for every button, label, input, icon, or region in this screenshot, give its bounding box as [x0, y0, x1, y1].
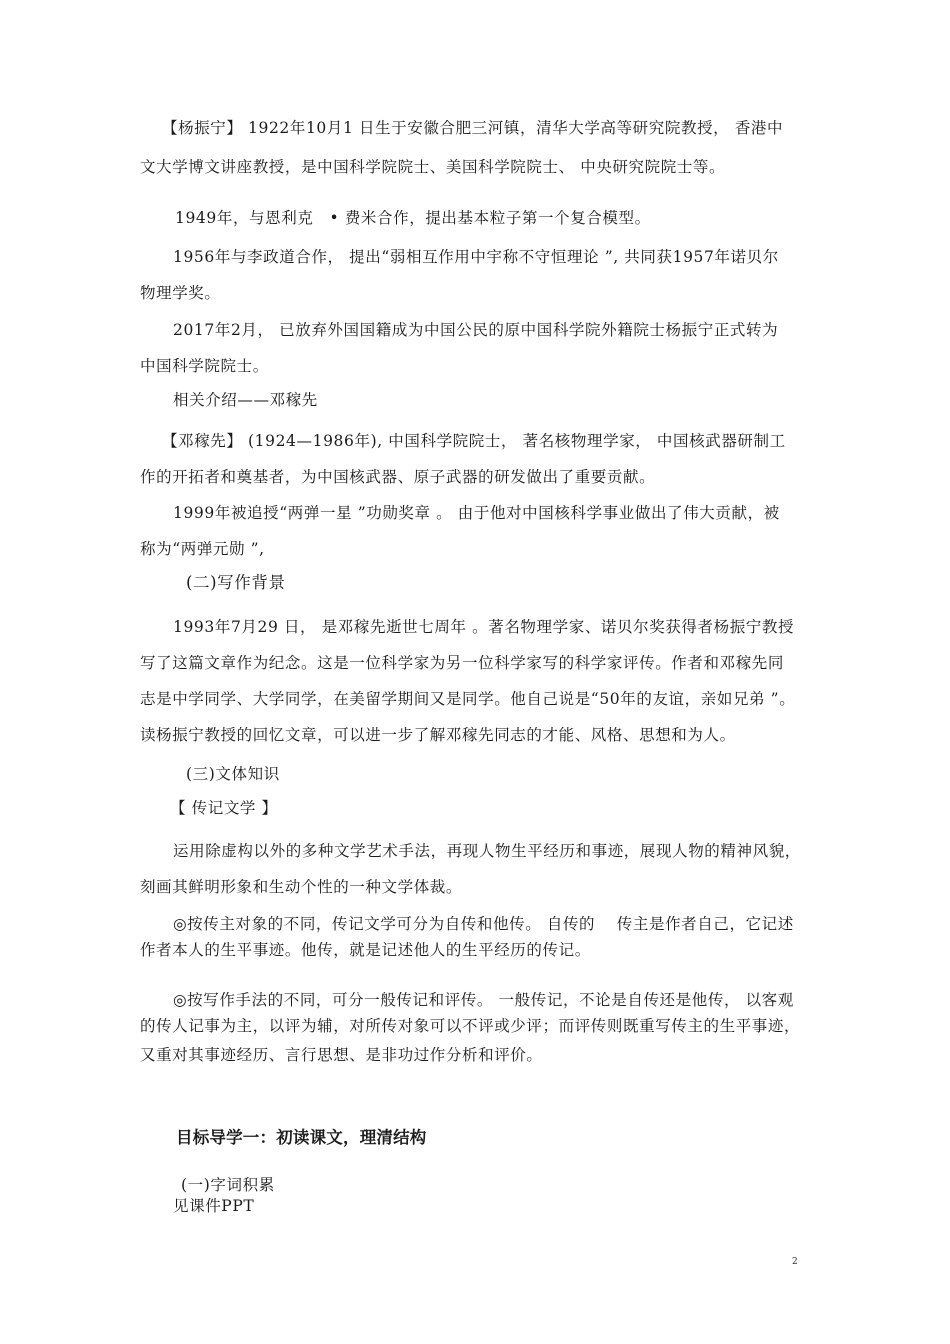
genre-definition-line-1: 运用除虚构以外的多种文学艺术手法，再现人物生平经历和事迹，展现人物的精神风貌， — [173, 842, 801, 860]
deng-intro-line-1: 【邓稼先】 (1924—1986年), 中国科学院院士， 著名核物理学家， 中国核武器研制工 — [162, 432, 786, 450]
goal-heading: 目标导学一：初读课文，理清结构 — [176, 1128, 427, 1147]
background-heading: (二)写作背景 — [186, 573, 286, 592]
bullet-2-line-1: ◎按写作手法的不同，可分一般传记和评传。 一般传记，不论是自传还是他传， 以客观 — [173, 991, 794, 1009]
yang-2017-line-2: 中国科学院院士。 — [140, 357, 269, 375]
deng-award-line-1: 1999年被追授“两弹一星 ”功勋奖章 。 由于他对中国核科学事业做出了伟大贡献，被 — [173, 504, 780, 522]
yang-1956-line-1: 1956年与李政道合作， 提出“弱相互作用中宇称不守恒理论 ”, 共同获1957年诺贝尔 — [173, 248, 779, 266]
background-line-3: 志是中学同学、大学同学，在美留学期间又是同学。他自己说是“50年的友谊，亲如兄弟 ”。 — [140, 690, 796, 708]
bullet-2-line-3: 又重对其事迹经历、言行思想、是非功过作分析和评价。 — [140, 1046, 543, 1064]
deng-intro-line-2: 作的开拓者和奠基者，为中国核武器、原子武器的研发做出了重要贡献。 — [140, 468, 656, 486]
biography-tag: 【 传记文学 】 — [170, 799, 278, 817]
yang-1949-paragraph: 1949年，与恩利克 • 费米合作，提出基本粒子第一个复合模型。 — [175, 209, 651, 227]
background-line-1: 1993年7月29 日， 是邓稼先逝世七周年 。著名物理学家、诺贝尔奖获得者杨振宁教授 — [173, 618, 795, 636]
background-line-4: 读杨振宁教授的回忆文章，可以进一步了解邓稼先同志的才能、风格、思想和为人。 — [140, 726, 736, 744]
yang-2017-line-1: 2017年2月， 已放弃外国国籍成为中国公民的原中国科学院外籍院士杨振宁正式转为 — [173, 321, 779, 339]
vocab-subheading: (一)字词积累 — [181, 1176, 275, 1194]
genre-heading: (三)文体知识 — [186, 765, 280, 783]
page-number: 2 — [792, 1257, 798, 1267]
deng-award-line-2: 称为“两弹元勋 ”, — [140, 540, 265, 558]
yang-intro-line-2: 文大学博文讲座教授，是中国科学院院士、美国科学院院士、 中央研究院院士等。 — [140, 158, 726, 176]
background-line-2: 写了这篇文章作为纪念。这是一位科学家为另一位科学家写的科学家评传。作者和邓稼先同 — [140, 654, 785, 672]
bullet-2-line-2: 的传人记事为主，以评为辅，对所传对象可以不评或少评；而评传则既重写传主的生平事迹， — [140, 1017, 801, 1035]
genre-definition-line-2: 刻画其鲜明形象和生动个性的一种文学体裁。 — [140, 878, 463, 896]
yang-intro-line-1: 【杨振宁】 1922年10月1 日生于安徽合肥三河镇，清华大学高等研究院教授， 香港中 — [162, 119, 784, 137]
deng-intro-heading: 相关介绍——邓稼先 — [173, 391, 318, 409]
bullet-1-line-1: ◎按传主对象的不同，传记文学可分为自传和他传。 自传的 传主是作者自己，它记述 — [173, 915, 794, 933]
bullet-1-line-2: 作者本人的生平事迹。他传，就是记述他人的生平经历的传记。 — [140, 941, 591, 959]
vocab-note: 见课件PPT — [173, 1197, 255, 1215]
yang-1956-line-2: 物理学奖。 — [140, 284, 221, 302]
